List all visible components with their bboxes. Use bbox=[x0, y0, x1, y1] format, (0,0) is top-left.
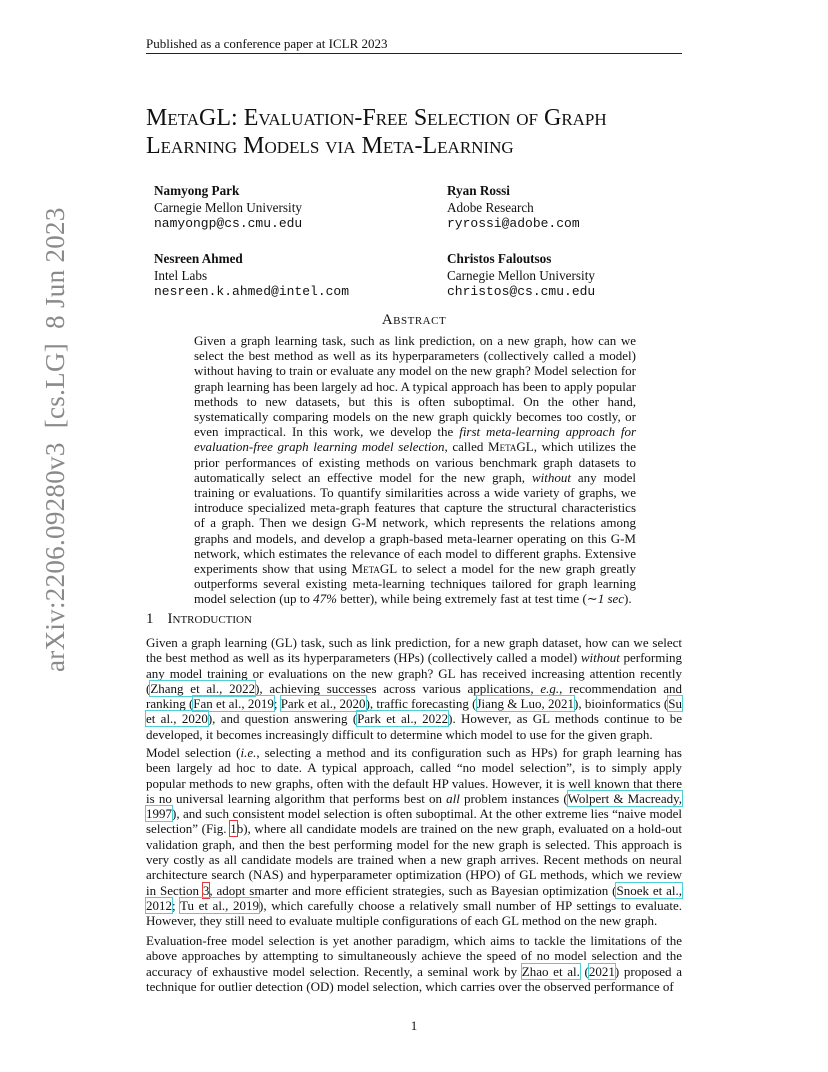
paper-title bbox=[146, 104, 706, 160]
section-number: 1 bbox=[146, 611, 154, 627]
abstract-text bbox=[194, 333, 636, 607]
citation-link[interactable]: 2021 bbox=[588, 963, 615, 979]
text-run: performing any model training or evaluations on the new graph? GL has received increasing attention recently ( bbox=[146, 650, 682, 696]
text-run: Model selection ( bbox=[146, 745, 241, 760]
header-rule bbox=[146, 53, 682, 54]
author-affiliation: Carnegie Mellon University bbox=[447, 267, 595, 283]
abstract-text-run: better), while being extremely fast at test time ( bbox=[336, 591, 587, 607]
abstract-emphasis: first meta-learning approach for evaluation-free graph learning model selection bbox=[194, 424, 637, 455]
text-run: , selecting a method and its configuration such as HPs) for graph learning has been largely ad hoc to date. A typical approach, called “no model selection”, is to simply apply popular methods to new graphs, often with the default HP values. However, it is well known that there is no universal learning algorithm that performs best on bbox=[146, 745, 682, 806]
figure-ref-link[interactable]: 1 bbox=[230, 821, 237, 837]
text-run: ; bbox=[172, 897, 180, 913]
citation-link[interactable]: Jiang & Luo, 2021 bbox=[476, 696, 575, 712]
text-run: ( bbox=[579, 963, 589, 979]
text-run: ), bioinformatics ( bbox=[574, 696, 669, 712]
abstract-emphasis: 47% bbox=[313, 591, 337, 607]
abstract-emphasis: ∼1 sec bbox=[586, 591, 625, 607]
author-email[interactable]: christos@cs.cmu.edu bbox=[447, 284, 596, 299]
author-name: Christos Faloutsos bbox=[447, 251, 552, 266]
abstract-text-run: any model training or evaluations. To quantify similarities across a wide variety of graphs, we introduce specialized meta-graph features that capture the structural characteristics of a graph. Then we design G-M network, which represents the relations among graphs and models, and develop a graph-based meta-learner operating on this G-M network, which estimates the relevance of each model to different graphs. Extensive experiments show that using bbox=[194, 469, 637, 577]
intro-paragraph-2 bbox=[146, 745, 682, 929]
text-run: problem instances ( bbox=[459, 790, 568, 806]
text-run: ), traffic forecasting ( bbox=[365, 696, 477, 712]
intro-paragraph-1 bbox=[146, 635, 682, 742]
author-name: Nesreen Ahmed bbox=[154, 251, 243, 266]
abstract-text-run: , which utilizes the prior performances of existing methods on various benchmark graph datasets to automatically select an effective model for the new graph, bbox=[194, 439, 637, 485]
method-name: MetaGL bbox=[351, 561, 398, 577]
author-email[interactable]: nesreen.k.ahmed@intel.com bbox=[154, 284, 350, 299]
author-block bbox=[154, 251, 349, 301]
citation-link[interactable]: Park et al., 2020 bbox=[280, 696, 366, 712]
arxiv-stamp: arXiv:2206.09280v3 [cs.LG] 8 Jun 2023 bbox=[40, 207, 70, 672]
text-run: , adopt smarter and more efficient strategies, such as Bayesian optimization ( bbox=[209, 882, 617, 898]
author-email[interactable]: ryrossi@adobe.com bbox=[447, 216, 580, 231]
emphasis: all bbox=[446, 790, 460, 806]
author-affiliation: Intel Labs bbox=[154, 267, 208, 283]
method-name: MetaGL bbox=[488, 439, 534, 455]
title-line2: Learning Models via Meta-Learning bbox=[146, 133, 514, 159]
text-run: Evaluation-free model selection is yet another paradigm, which aims to tackle the limitations of the above approaches by attempting to simultaneously achieve the speed of no model selection and the accuracy of exhaustive model selection. Recently, a seminal work by bbox=[146, 933, 682, 979]
text-run: ), achieving successes across various applications, bbox=[255, 680, 541, 696]
citation-link[interactable]: Su et al., 2020 bbox=[146, 696, 682, 727]
text-run: ) proposed a technique for outlier detection (OD) model selection, which carries over the observed performance of bbox=[146, 963, 682, 994]
author-block bbox=[447, 183, 580, 233]
author-name: Ryan Rossi bbox=[447, 183, 510, 198]
author-email[interactable]: namyongp@cs.cmu.edu bbox=[154, 216, 303, 231]
title-method-name: Meta bbox=[146, 105, 200, 131]
text-run: ), which carefully choose a relatively small number of HP settings to evaluate. However, they still need to evaluate multiple configurations of each GL method on the new graph. bbox=[146, 897, 682, 929]
abstract-heading: Abstract bbox=[381, 312, 447, 328]
abstract-emphasis: without bbox=[531, 469, 571, 485]
page-number: 1 bbox=[410, 1018, 418, 1033]
emphasis: without bbox=[580, 650, 620, 666]
author-name: Namyong Park bbox=[154, 183, 240, 198]
text-run: ), and such consistent model selection is often suboptimal. At the other extreme lies “naive model selection” (Fig. bbox=[146, 806, 682, 837]
citation-link[interactable]: Wolpert & Macready, 1997 bbox=[146, 790, 682, 822]
emphasis: i.e. bbox=[240, 745, 257, 760]
abstract-text-run: to select a model for the new graph greatly outperforms several existing meta-learning techniques tailored for graph learning model selection (up to bbox=[194, 561, 636, 607]
author-block bbox=[447, 251, 595, 301]
section-heading bbox=[146, 611, 252, 628]
text-run: , recommendation and ranking ( bbox=[146, 680, 682, 712]
text-run: ; bbox=[273, 696, 281, 712]
citation-link[interactable]: Park et al., 2022 bbox=[357, 711, 449, 727]
abstract-text-run: ). bbox=[624, 591, 632, 607]
citation-link[interactable]: Zhao et al. bbox=[521, 963, 580, 979]
emphasis: e.g. bbox=[540, 680, 560, 696]
citation-link[interactable]: Fan et al., 2019 bbox=[193, 696, 274, 712]
running-header: Published as a conference paper at ICLR 2023 bbox=[146, 36, 388, 51]
citation-link[interactable]: Tu et al., 2019 bbox=[179, 897, 260, 913]
intro-paragraph-3 bbox=[146, 933, 682, 994]
citation-link[interactable]: Zhang et al., 2022 bbox=[150, 680, 256, 696]
title-line1: GL: Evaluation-Free Selection of Graph bbox=[199, 105, 607, 131]
abstract-text-run: , called bbox=[444, 439, 489, 455]
section-ref-link[interactable]: 3 bbox=[202, 882, 210, 898]
text-run: ), and question answering ( bbox=[207, 711, 358, 727]
author-affiliation: Adobe Research bbox=[447, 199, 534, 215]
author-block bbox=[154, 183, 302, 233]
section-title: Introduction bbox=[167, 611, 252, 627]
author-affiliation: Carnegie Mellon University bbox=[154, 199, 302, 215]
text-run: b), where all candidate models are trained on the new graph, evaluated on a hold-out validation graph, and then the best performing model for the new graph is selected. This approach is very costly as all candidate models are trained when a new graph arrives. Recent methods on neural architecture search (NAS) and hyperparameter optimization (HPO) of GL methods, which we review in Section bbox=[146, 821, 682, 898]
citation-link[interactable]: Snoek et al., 2012 bbox=[146, 882, 683, 913]
abstract-text-run: Given a graph learning task, such as link prediction, on a new graph, how can we select the best method as well as its hyperparameters (collectively called a model) without having to train or evaluate any model on the new graph? Model selection for graph learning has been largely ad hoc. A typical approach has been to apply popular methods to new datasets, but this is often suboptimal. On the other hand, systematically comparing models on the new graph quickly becomes too costly, or even impractical. In this work, we develop the bbox=[194, 333, 636, 440]
text-run: Given a graph learning (GL) task, such as link prediction, for a new graph dataset, how can we select the best method as well as its hyperparameters (HPs) (collectively called a model) bbox=[146, 635, 682, 666]
text-run: ). However, as GL methods continue to be developed, it becomes increasingly difficult to determine which model to use for the given graph. bbox=[146, 711, 682, 742]
